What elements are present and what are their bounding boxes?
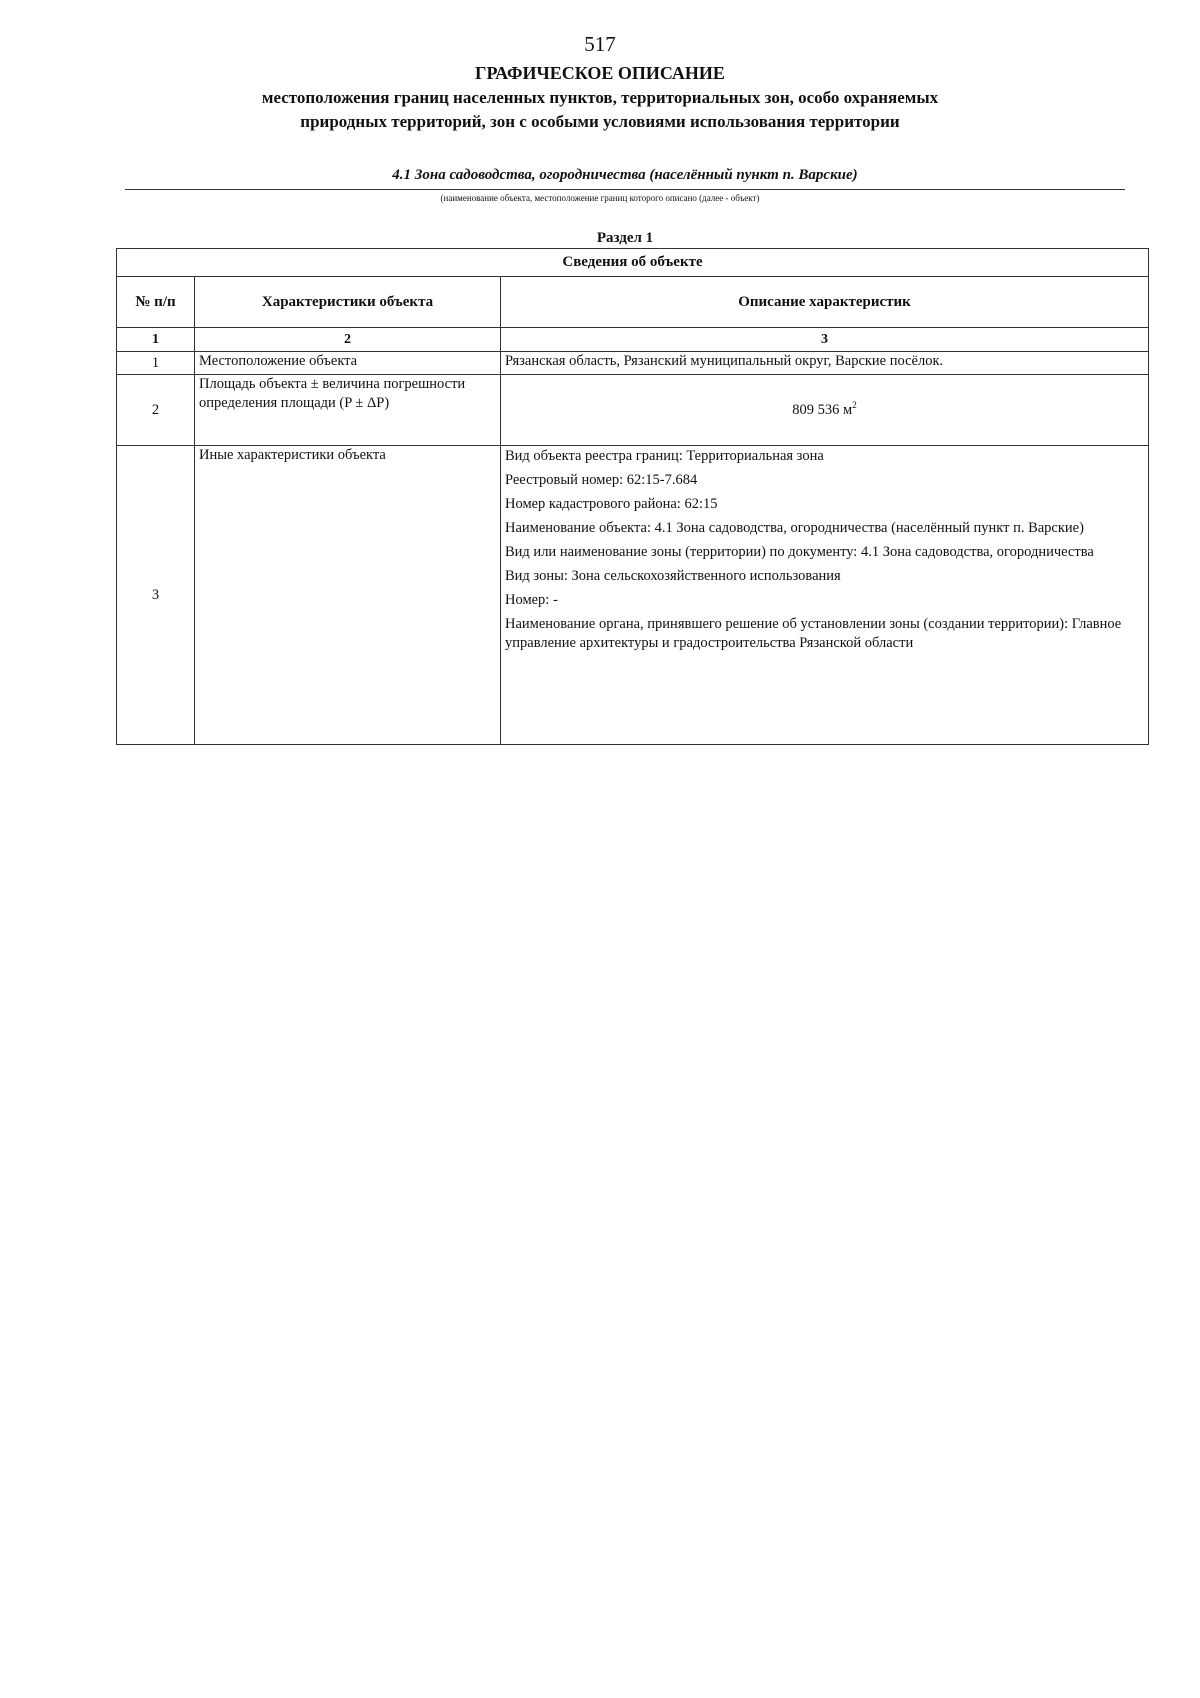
header-index: № п/п xyxy=(117,277,195,328)
row-characteristic: Местоположение объекта xyxy=(195,352,501,375)
document-subtitle: местоположения границ населенных пунктов, территориальных зон, особо охраняемых природных территорий, зон с особыми условиями использования территории xyxy=(261,88,939,131)
detail-zone-type: Вид зоны: Зона сельскохозяйственного использования xyxy=(505,568,841,584)
area-value: 809 536 м xyxy=(792,401,853,418)
table-header-row xyxy=(117,277,1149,328)
table-caption: Сведения об объекте xyxy=(117,249,1149,277)
detail-number: Номер: - xyxy=(505,592,558,608)
object-name-underline xyxy=(125,189,1125,190)
detail-registry-object-type: Вид объекта реестра границ: Территориальная зона xyxy=(505,448,824,464)
row-area-value xyxy=(501,375,1149,446)
detail-object-name: Наименование объекта: 4.1 Зона садоводства, огородничества (населённый пункт п. Варские) xyxy=(505,520,1084,536)
table-row xyxy=(117,375,1149,446)
column-number: 3 xyxy=(501,328,1149,352)
page-number: 517 xyxy=(584,32,616,56)
row-index: 3 xyxy=(117,446,195,745)
row-characteristic: Площадь объекта ± величина погрешности определения площади (P ± ΔP) xyxy=(195,375,501,446)
table-row xyxy=(117,352,1149,375)
object-info-table xyxy=(116,248,1149,745)
header-description: Описание характеристик xyxy=(501,277,1149,328)
area-unit-exponent: 2 xyxy=(852,399,857,410)
detail-decision-authority: Наименование органа, принявшего решение об установлении зоны (создании территории): Главное управление архитектуры и градостроительства Рязанской области xyxy=(505,616,1122,651)
object-name-caption: (наименование объекта, местоположение границ которого описано (далее - объект) xyxy=(440,193,760,203)
row-location-value: Рязанская область, Рязанский муниципальный округ, Варские посёлок. xyxy=(501,352,1149,375)
detail-registry-number: Реестровый номер: 62:15-7.684 xyxy=(505,472,698,488)
column-number: 1 xyxy=(117,328,195,352)
detail-zone-name-by-document: Вид или наименование зоны (территории) по документу: 4.1 Зона садоводства, огородничества xyxy=(505,544,1094,560)
table-row xyxy=(117,446,1149,745)
header-characteristic: Характеристики объекта xyxy=(195,277,501,328)
row-index: 1 xyxy=(117,352,195,375)
row-characteristic: Иные характеристики объекта xyxy=(195,446,501,745)
detail-cadastral-district: Номер кадастрового района: 62:15 xyxy=(505,496,718,512)
row-other-characteristics xyxy=(501,446,1149,745)
document-title: ГРАФИЧЕСКОЕ ОПИСАНИЕ xyxy=(475,63,725,83)
section-title: Раздел 1 xyxy=(596,230,654,246)
object-name: 4.1 Зона садоводства, огородничества (населённый пункт п. Варские) xyxy=(392,167,858,183)
row-index: 2 xyxy=(117,375,195,446)
column-number: 2 xyxy=(195,328,501,352)
column-number-row xyxy=(117,328,1149,352)
